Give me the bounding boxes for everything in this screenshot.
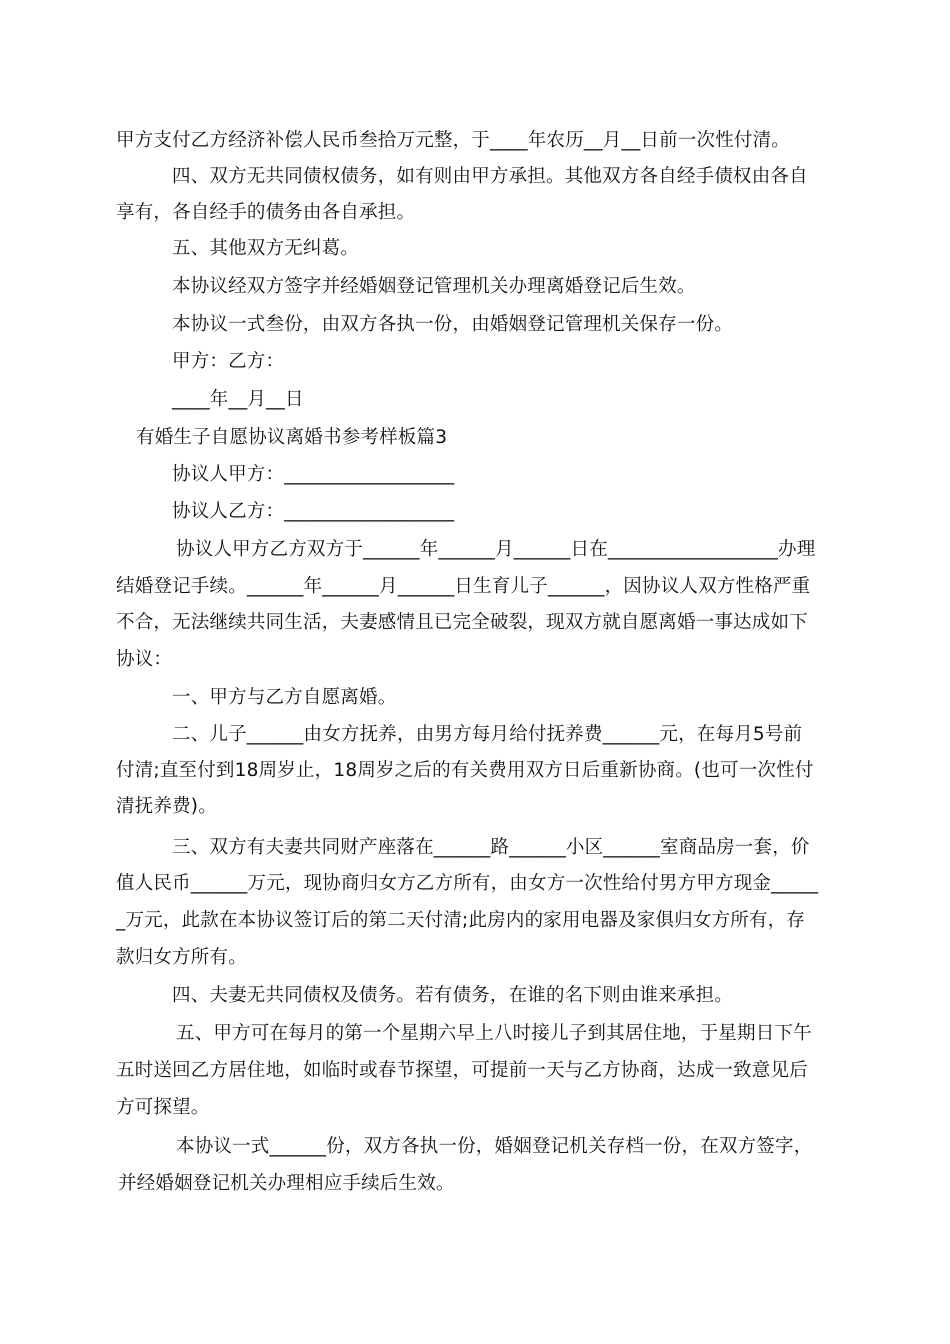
text-line: 五时送回乙方居住地，如临时或春节探望，可提前一天与乙方协商，达成一致意见后 [116, 1060, 808, 1081]
text-line: 付清;直至付到18周岁止，18周岁之后的有关费用双方日后重新协商。(也可一次性付 [116, 760, 814, 781]
text-line: 结婚登记手续。______年______月______日生育儿子______，因协议人双方性格严重 [116, 576, 811, 597]
text-line: 本协议经双方签字并经婚姻登记管理机关办理离婚登记后生效。 [172, 276, 696, 297]
text-line: 不合，无法继续共同生活，夫妻感情且已完全破裂，现双方就自愿离婚一事达成如下 [116, 612, 808, 633]
text-line: 一、甲方与乙方自愿离婚。 [172, 687, 397, 708]
text-line: 并经婚姻登记机关办理相应手续后生效。 [118, 1173, 455, 1194]
date-line: ____年__月__日 [172, 389, 304, 410]
text-line: 本协议一式叁份，由双方各执一份，由婚姻登记管理机关保存一份。 [172, 314, 734, 335]
text-line: 值人民币______万元，现协商归女方乙方所有，由女方一次性给付男方甲方现金_____ [116, 873, 819, 894]
text-line: 享有，各自经手的债务由各自承担。 [116, 202, 416, 223]
text-line: 五、甲方可在每月的第一个星期六早上八时接儿子到其居住地，于星期日下午 [176, 1023, 812, 1044]
text-line: 方可探望。 [116, 1097, 210, 1118]
party-a-line: 协议人甲方：__________________ [172, 464, 455, 485]
text-line: 四、双方无共同债权债务，如有则由甲方承担。其他双方各自经手债权由各自 [172, 166, 808, 187]
text-line: 五、其他双方无纠葛。 [172, 238, 360, 259]
text-line: _万元，此款在本协议签订后的第二天付清;此房内的家用电器及家俱归女方所有，存 [116, 910, 806, 931]
text-line: 甲方支付乙方经济补偿人民币叁拾万元整，于____年农历__月__日前一次性付清。 [116, 130, 791, 151]
signature-line: 甲方：乙方： [172, 351, 285, 372]
section-heading: 有婚生子自愿协议离婚书参考样板篇3 [136, 427, 448, 448]
text-line: 三、双方有夫妻共同财产座落在______路______小区______室商品房一套，价 [172, 837, 810, 858]
text-line: 四、夫妻无共同债权及债务。若有债务，在谁的名下则由谁来承担。 [172, 985, 734, 1006]
text-line: 协议人甲方乙方双方于______年______月______日在__________________办理 [176, 539, 816, 560]
text-line: 清抚养费)。 [116, 796, 217, 817]
text-line: 款归女方所有。 [116, 947, 247, 968]
text-line: 协议： [116, 649, 173, 670]
text-line: 本协议一式______份，双方各执一份，婚姻登记机关存档一份，在双方签字， [176, 1136, 813, 1157]
party-b-line: 协议人乙方：__________________ [172, 501, 455, 522]
text-line: 二、儿子______由女方抚养，由男方每月给付抚养费______元，在每月5号前 [172, 724, 803, 745]
